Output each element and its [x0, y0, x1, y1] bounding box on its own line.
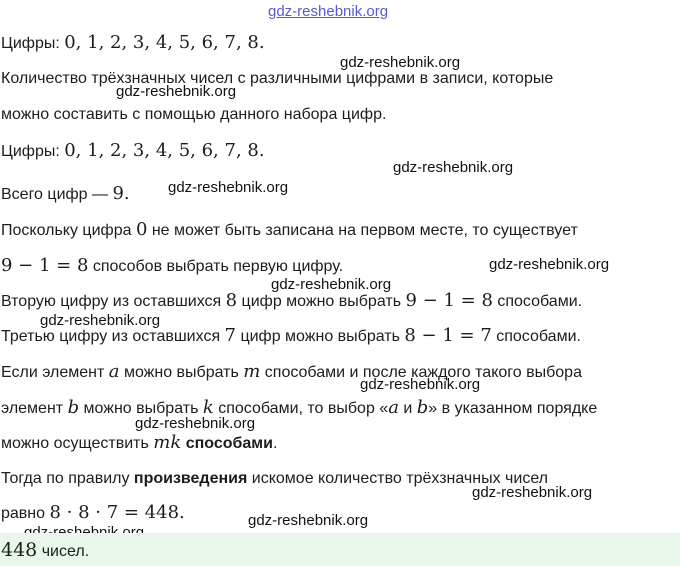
text: можно осуществить: [1, 435, 154, 452]
total-digits-line: [1, 183, 130, 206]
watermark: gdz-reshebnik.org: [135, 415, 256, 432]
rule-line-1: [1, 361, 582, 384]
text: » в указанном порядке: [428, 400, 598, 417]
text: .: [272, 435, 278, 452]
math: 8: [225, 290, 238, 311]
text: способами и после каждого такого выбора: [260, 364, 582, 381]
final-line-1: [1, 468, 548, 490]
digits-label: Цифры:: [1, 143, 65, 160]
digits-line-2: [1, 140, 265, 163]
watermark: gdz-reshebnik.org: [489, 256, 610, 273]
watermark: gdz-reshebnik.org: [168, 179, 289, 196]
text: Вторую цифру из оставшихся: [1, 293, 226, 310]
var-b: b: [67, 397, 80, 418]
question-text: Количество трёхзначных чисел с различными цифрами в записи, которые: [1, 70, 554, 87]
text: способами.: [491, 328, 581, 345]
var-mk: mk: [153, 432, 182, 453]
question-line-2: [1, 104, 386, 126]
third-digit-line: [1, 325, 581, 348]
text: способов выбрать первую цифру.: [88, 258, 344, 275]
watermark: gdz-reshebnik.org: [40, 312, 161, 329]
digits-label: Цифры:: [1, 35, 65, 52]
bold-text: способами: [181, 435, 273, 452]
question-line-1: [1, 68, 553, 90]
watermark: gdz-reshebnik.org: [360, 376, 481, 393]
watermark: gdz-reshebnik.org: [248, 512, 369, 529]
digits-line-1: [1, 32, 265, 55]
math: 0: [135, 219, 148, 240]
total-text: Всего цифр —: [1, 186, 113, 203]
var-k: k: [202, 397, 214, 418]
math: 8 − 1 = 7: [404, 325, 492, 346]
answer-text: чисел.: [37, 543, 90, 560]
math: 8 · 8 · 7 = 448.: [49, 502, 185, 523]
text: цифр можно выбрать: [236, 328, 405, 345]
text: способами, то выбор «: [213, 400, 389, 417]
var-b: b: [416, 397, 429, 418]
text: элемент: [1, 400, 68, 417]
math: 7: [224, 325, 236, 346]
text: можно выбрать: [79, 400, 203, 417]
watermark: gdz-reshebnik.org: [393, 159, 514, 176]
answer-box: [0, 533, 680, 566]
watermark: gdz-reshebnik.org: [271, 276, 392, 293]
text: можно выбрать: [119, 364, 244, 381]
text: Если элемент: [1, 364, 109, 381]
first-digit-line-1: [1, 219, 578, 242]
watermark: gdz-reshebnik.org: [116, 83, 237, 100]
text: искомое количество трёхзначных чисел: [247, 470, 549, 487]
rule-line-3: [1, 432, 277, 455]
var-a: a: [108, 361, 120, 382]
question-text: можно составить с помощью данного набора цифр.: [1, 106, 387, 123]
text: и: [398, 400, 417, 417]
text: не может быть записана на первом месте, то существует: [147, 222, 578, 239]
bold-text: произведения: [133, 470, 248, 487]
rule-line-2: [1, 397, 597, 420]
digits-list: 0, 1, 2, 3, 4, 5, 6, 7, 8.: [64, 140, 265, 161]
answer-line: [1, 538, 89, 564]
text: Третью цифру из оставшихся: [1, 328, 225, 345]
text: способами.: [492, 293, 583, 310]
final-line-2: [1, 502, 185, 525]
answer-number: 448: [1, 539, 38, 561]
second-digit-line: [1, 290, 582, 313]
text: цифр можно выбрать: [237, 293, 406, 310]
total-math: 9.: [112, 183, 130, 204]
var-a: a: [388, 397, 399, 418]
var-m: m: [243, 361, 261, 382]
math: 9 − 1 = 8: [405, 290, 493, 311]
digits-list: 0, 1, 2, 3, 4, 5, 6, 7, 8.: [64, 32, 265, 53]
text: Тогда по правилу: [1, 470, 134, 487]
math: 9 − 1 = 8: [1, 255, 89, 276]
watermark: gdz-reshebnik.org: [472, 484, 593, 501]
text: равно: [1, 505, 50, 522]
text: Поскольку цифра: [1, 222, 136, 239]
first-digit-line-2: [1, 255, 343, 278]
watermark-top[interactable]: gdz-reshebnik.org: [268, 3, 389, 20]
watermark: gdz-reshebnik.org: [340, 54, 461, 71]
